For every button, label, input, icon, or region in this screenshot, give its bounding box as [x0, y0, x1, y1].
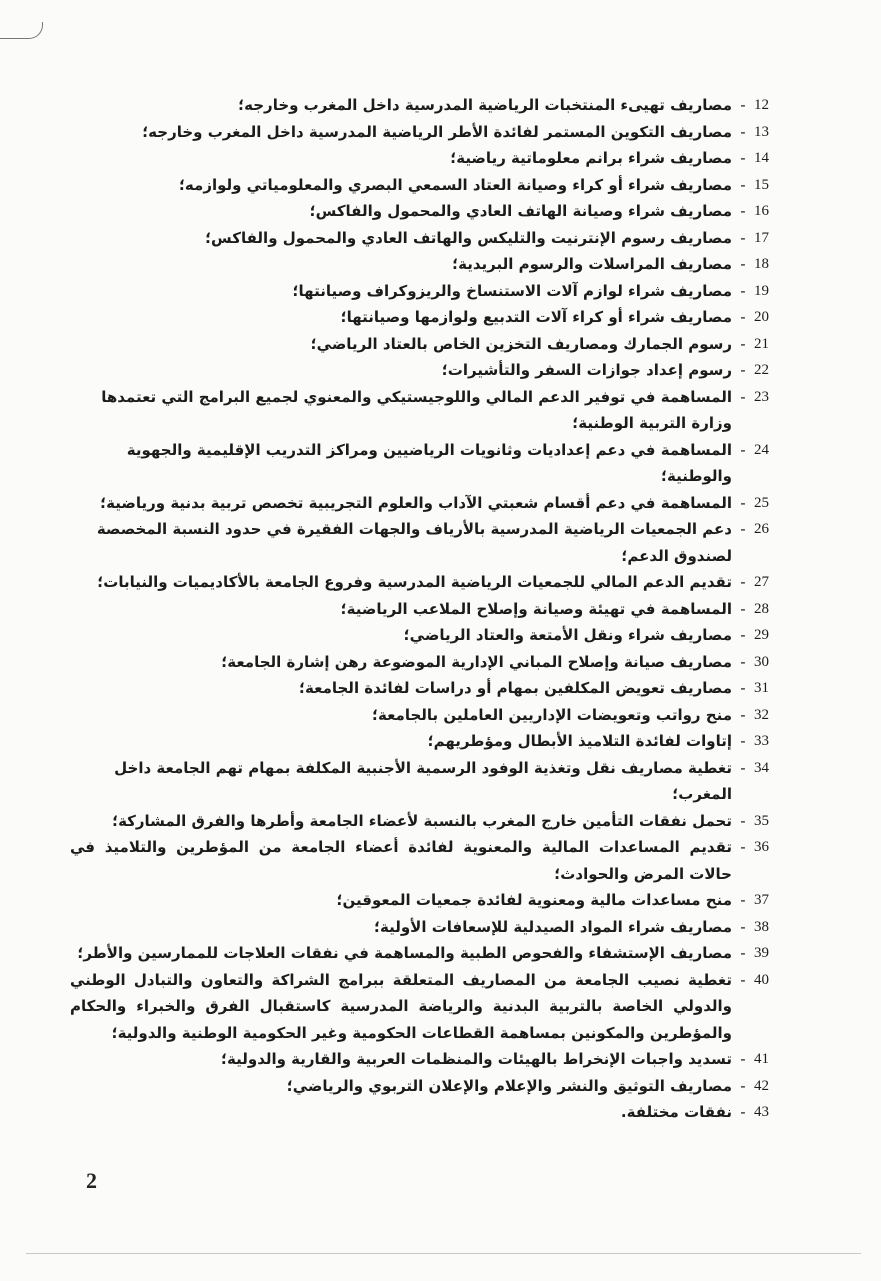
item-number: 22	[754, 362, 769, 378]
item-dash: -	[740, 96, 746, 114]
list-item	[70, 569, 792, 596]
item-dash: -	[740, 122, 746, 141]
item-number: 19	[754, 282, 769, 299]
list-item	[70, 622, 792, 649]
item-dash: -	[740, 202, 746, 220]
list-item	[70, 172, 792, 199]
item-text: المساهمة في دعم إعداديات وثانويات الرياضيين ومراكز التدريب الإقليمية والجهوية والوطنية؛	[126, 440, 732, 485]
item-text: مصاريف تعويض المكلفين بمهام أو دراسات لفائدة الجامعة؛	[299, 679, 732, 697]
item-text: تقديم الدعم المالي للجمعيات الرياضية المدرسية وفروع الجامعة بالأكاديميات والنيابات؛	[97, 573, 732, 591]
list-item	[70, 516, 792, 569]
item-text: دعم الجمعيات الرياضية المدرسية بالأرياف والجهات الفقيرة في حدود النسبة المخصصة لصندوق الدعم؛	[96, 520, 732, 565]
list-item	[70, 225, 792, 252]
item-dash: -	[740, 440, 746, 459]
corner-mark	[0, 22, 43, 39]
list-item	[70, 649, 792, 676]
page-number: 2	[86, 1168, 97, 1193]
list-item	[70, 278, 792, 305]
item-number: 38	[754, 918, 769, 935]
item-text: مصاريف المراسلات والرسوم البريدية؛	[452, 255, 732, 273]
item-number: 21	[754, 335, 769, 352]
item-dash: -	[740, 917, 746, 936]
item-dash: -	[740, 626, 746, 644]
list-item	[70, 198, 792, 225]
list-item	[70, 437, 792, 490]
item-dash: -	[740, 281, 746, 300]
list-item	[70, 384, 792, 437]
item-text: نفقات مختلفة.	[620, 1103, 732, 1121]
item-dash: -	[740, 652, 746, 671]
list-item	[70, 967, 792, 1047]
list-item	[70, 357, 792, 384]
item-text: مصاريف رسوم الإنترنيت والتليكس والهاتف العادي والمحمول والفاكس؛	[205, 228, 732, 247]
list-item	[70, 834, 792, 887]
item-dash: -	[740, 255, 746, 273]
item-text: مصاريف شراء وصيانة الهاتف العادي والمحمول والفاكس؛	[309, 202, 732, 220]
item-number: 41	[754, 1051, 769, 1067]
item-number: 27	[754, 574, 769, 590]
list-item	[70, 728, 792, 755]
item-text: منح مساعدات مالية ومعنوية لفائدة جمعيات المعوقين؛	[336, 891, 732, 909]
item-number: 17	[754, 229, 769, 246]
item-dash: -	[740, 1076, 746, 1095]
item-number: 32	[754, 706, 769, 723]
list-item	[70, 808, 792, 835]
item-dash: -	[740, 732, 746, 750]
list-item	[70, 675, 792, 702]
item-number: 23	[754, 388, 769, 405]
item-text: تحمل نفقات التأمين خارج المغرب بالنسبة لأعضاء الجامعة وأطرها والفرق المشاركة؛	[112, 811, 732, 830]
item-number: 29	[754, 627, 769, 643]
item-text: مصاريف شراء أو كراء آلات التدبيع ولوازمها وصيانتها؛	[340, 308, 732, 326]
list-item	[70, 887, 792, 914]
item-text: مصاريف شراء برانم معلوماتية رياضية؛	[450, 149, 732, 167]
item-text: المساهمة في توفير الدعم المالي واللوجيستيكي والمعنوي لجميع البرامج التي تعتمدها وزارة التربية الوطنية؛	[101, 387, 732, 432]
item-dash: -	[740, 308, 746, 326]
item-dash: -	[740, 811, 746, 830]
item-text: منح رواتب وتعويضات الإداريين العاملين بالجامعة؛	[371, 705, 732, 724]
list-item	[70, 596, 792, 623]
item-dash: -	[740, 493, 746, 512]
list-item	[70, 702, 792, 729]
item-text: رسوم الجمارك ومصاريف التخزين الخاص بالعتاد الرياضي؛	[310, 334, 732, 353]
item-number: 33	[754, 733, 769, 749]
list-item	[70, 755, 792, 808]
item-number: 30	[754, 653, 769, 670]
item-dash: -	[740, 599, 746, 618]
item-text: مصاريف شراء أو كراء وصيانة العتاد السمعي البصري والمعلومياتي ولوازمه؛	[178, 175, 732, 194]
list-item	[70, 119, 792, 146]
item-number: 13	[754, 123, 769, 140]
item-dash: -	[740, 573, 746, 591]
item-dash: -	[740, 387, 746, 406]
item-dash: -	[740, 970, 746, 989]
item-number: 12	[754, 97, 769, 113]
expense-list	[70, 92, 792, 1126]
item-dash: -	[740, 679, 746, 697]
item-number: 35	[754, 812, 769, 829]
item-dash: -	[740, 1103, 746, 1121]
list-item	[70, 304, 792, 331]
item-number: 34	[754, 759, 769, 776]
item-dash: -	[740, 149, 746, 167]
list-item	[70, 914, 792, 941]
list-item	[70, 1099, 792, 1126]
item-number: 31	[754, 680, 769, 696]
item-dash: -	[740, 228, 746, 247]
list-item	[70, 1046, 792, 1073]
item-text: مصاريف الإستشفاء والفحوص الطبية والمساهمة في نفقات العلاجات للممارسين والأطر؛	[77, 944, 732, 962]
list-item	[70, 251, 792, 278]
item-dash: -	[740, 891, 746, 909]
item-number: 43	[754, 1104, 769, 1120]
list-item	[70, 1073, 792, 1100]
item-text: مصاريف شراء ونقل الأمتعة والعتاد الرياضي؛	[403, 626, 732, 644]
item-dash: -	[740, 838, 746, 856]
item-text: تسديد واجبات الإنخراط بالهيئات والمنظمات العربية والقارية والدولية؛	[221, 1050, 732, 1068]
bottom-rule	[26, 1253, 861, 1254]
item-number: 14	[754, 150, 769, 166]
item-dash: -	[740, 758, 746, 777]
list-item	[70, 92, 792, 119]
item-number: 37	[754, 892, 769, 908]
item-text: مصاريف شراء المواد الصيدلية للإسعافات الأولية؛	[374, 917, 732, 936]
item-text: مصاريف صيانة وإصلاح المباني الإدارية الموضوعة رهن إشارة الجامعة؛	[221, 652, 732, 671]
item-number: 18	[754, 256, 769, 272]
item-number: 39	[754, 945, 769, 961]
item-text: المساهمة في دعم أقسام شعبتي الآداب والعلوم التجريبية تخصص تربية بدنية ورياضية؛	[100, 493, 732, 512]
item-dash: -	[740, 175, 746, 194]
item-text: تقديم المساعدات المالية والمعنوية لفائدة أعضاء الجامعة من المؤطرين والتلاميذ في حالات المرض والحوادث؛	[70, 838, 732, 883]
list-item	[70, 331, 792, 358]
item-number: 42	[754, 1077, 769, 1094]
item-dash: -	[740, 520, 746, 538]
item-number: 36	[754, 839, 769, 855]
faded-footer	[60, 1160, 801, 1188]
item-text: مصاريف شراء لوازم آلات الاستنساخ والريزوكراف وصيانتها؛	[292, 281, 732, 300]
item-text: إتاوات لفائدة التلاميذ الأبطال ومؤطريهم؛	[427, 732, 732, 750]
item-number: 26	[754, 521, 769, 537]
item-dash: -	[740, 944, 746, 962]
item-dash: -	[740, 705, 746, 724]
item-text: تغطية نصيب الجامعة من المصاريف المتعلقة ببرامج الشراكة والتعاون والتبادل الوطني والدولي الخاصة بالتربية البدنية والرياضة المدرسية كاستقبال الفرق والخبراء والحكام والمؤطرين والمكونين بمساهمة القطاعات الحكومية وغير الحكومية الوطنية والدولية؛	[70, 970, 732, 1042]
item-number: 16	[754, 203, 769, 219]
item-number: 28	[754, 600, 769, 617]
list-item	[70, 940, 792, 967]
item-text: مصاريف تهيىء المنتخبات الرياضية المدرسية داخل المغرب وخارجه؛	[238, 96, 732, 114]
item-dash: -	[740, 334, 746, 353]
item-text: تغطية مصاريف نقل وتغذية الوفود الرسمية الأجنبية المكلفة بمهام تهم الجامعة داخل المغرب؛	[114, 758, 732, 803]
item-text: مصاريف التكوين المستمر لفائدة الأطر الرياضية المدرسية داخل المغرب وخارجه؛	[142, 122, 732, 141]
item-number: 15	[754, 176, 769, 193]
list-item	[70, 490, 792, 517]
item-number: 20	[754, 309, 769, 325]
item-number: 40	[754, 971, 769, 988]
item-text: المساهمة في تهيئة وصيانة وإصلاح الملاعب الرياضية؛	[340, 599, 732, 618]
item-dash: -	[740, 1050, 746, 1068]
item-text: رسوم إعداد جوازات السفر والتأشيرات؛	[441, 361, 732, 379]
item-number: 25	[754, 494, 769, 511]
item-number: 24	[754, 441, 769, 458]
list-item	[70, 145, 792, 172]
item-text: مصاريف التوثيق والنشر والإعلام والإعلان التربوي والرياضي؛	[286, 1076, 732, 1095]
item-dash: -	[740, 361, 746, 379]
